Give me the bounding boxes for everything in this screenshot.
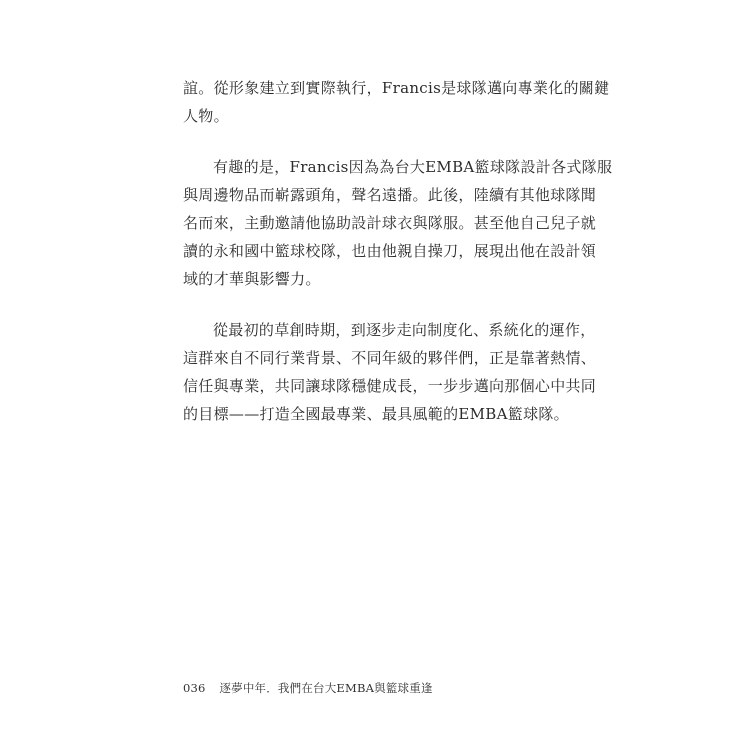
text-line: 這群來自不同行業背景、不同年級的夥伴們，正是靠著熱情、 bbox=[183, 349, 597, 367]
text-line: 從最初的草創時期，到逐步走向制度化、系統化的運作， bbox=[213, 321, 596, 339]
paragraph-2 bbox=[183, 153, 613, 293]
text-line: 名而來，主動邀請他協助設計球衣與隊服。甚至他自己兒子就 bbox=[183, 214, 597, 232]
text-line: 與周邊物品而嶄露頭角，聲名遠播。此後，陸續有其他球隊聞 bbox=[183, 186, 597, 204]
text-line: 信任與專業，共同讓球隊穩健成長，一步步邁向那個心中共同 bbox=[183, 377, 597, 395]
page-footer bbox=[183, 680, 433, 696]
body-text bbox=[183, 74, 613, 451]
text-line: 讀的永和國中籃球校隊，也由他親自操刀，展現出他在設計領 bbox=[183, 242, 597, 260]
paragraph-3 bbox=[183, 316, 597, 428]
text-line: 的目標——打造全國最專業、最具風範的EMBA籃球隊。 bbox=[183, 405, 569, 423]
text-line: 域的才華與影響力。 bbox=[183, 270, 321, 288]
text-line: 誼。從形象建立到實際執行，Francis是球隊邁向專業化的關鍵 bbox=[183, 79, 610, 97]
text-line: 人物。 bbox=[183, 107, 229, 125]
paragraph-1 bbox=[183, 74, 610, 130]
text-line: 有趣的是，Francis因為為台大EMBA籃球隊設計各式隊服 bbox=[213, 158, 613, 176]
page-number: 036 bbox=[183, 681, 206, 695]
running-title: 逐夢中年．我們在台大EMBA與籃球重逢 bbox=[219, 681, 433, 695]
